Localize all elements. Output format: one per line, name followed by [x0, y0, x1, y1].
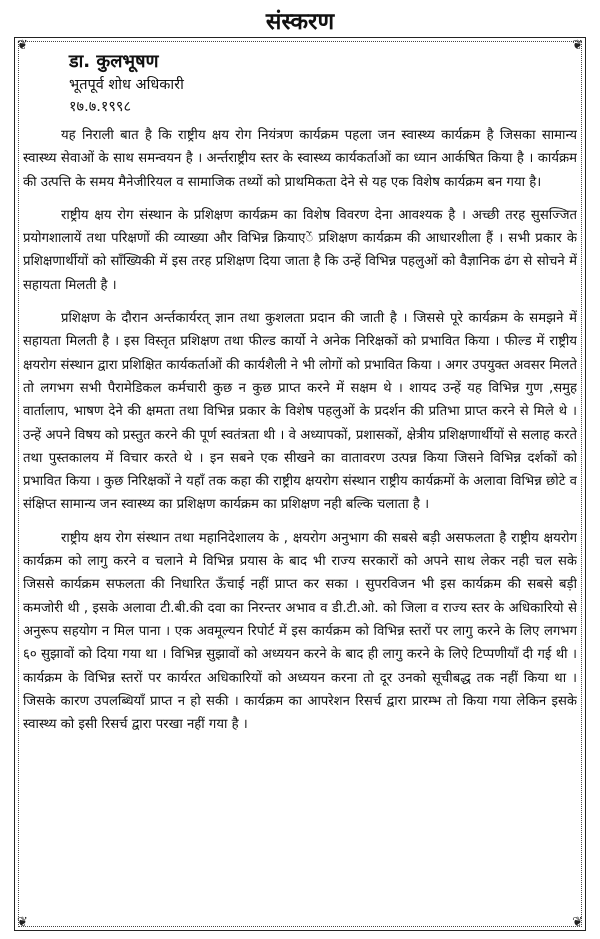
body-text: [23, 124, 577, 736]
author-designation: भूतपूर्व शोध अधिकारी: [69, 77, 184, 93]
paragraph-3: प्रशिक्षण के दौरान अर्न्तकार्यरत् ज्ञान तथा कुशलता प्रदान की जाती है । जिससे पूरे कार्यक्रम के समझने में सहायता मिलती है । इस विस्तृत प्रशिक्षण तथा फील्ड कार्यो ने अनेक निरिक्षकों को प्रभावित किया । फील्ड में राष्ट्रीय क्षयरोग संस्थान द्वारा प्रशिक्षित कार्यकर्ताओं की कार्यशैली ने भी लोगों को प्रभावित किया । अगर उपयुक्त अवसर मिलते तो लगभग सभी पैरामेडिकल कर्मचारी कुछ न कुछ प्राप्त करने में सक्षम थे । शायद उन्हें यह विभिन्न गुण ,समुह वार्तालाप, भाषण देने की क्षमता तथा विभिन्न प्रकार के विशेष पहलुओं के प्रदर्शन की प्रतिभा प्राप्त करने से मिले थे । उन्हें अपने विषय को प्रस्तुत करने की पूर्ण स्वतंत्रता थी । वे अध्यापकों, प्रशासकों, क्षेत्रीय प्रशिक्षणार्थीयों से सलाह करते तथा पुस्तकालय में विचार करते थे । इन सबने एक सीखने का वातावरण उत्पन्न किया जिसने विभिन्न दर्शकों को प्रभावित किया । कुछ निरिक्षकों ने यहाँ तक कहा की राष्ट्रीय क्षयरोग संस्थान राष्ट्रीय कार्यक्रमों के अलावा विभिन्न छोटे व संक्षिप्त सामान्य जन स्वास्थ्य का प्रशिक्षण कार्यक्रम का प्रशिक्षण नही बल्कि चलाता है ।: [23, 311, 577, 513]
document-content: [23, 50, 577, 922]
page-border-frame: [14, 37, 586, 931]
corner-fleuron-icon: ❦: [572, 915, 583, 930]
page-title: संस्करण: [265, 8, 335, 35]
paragraph-4: राष्ट्रीय क्षय रोग संस्थान तथा महानिदेशालय के , क्षयरोग अनुभाग की सबसे बड़ी असफलता है राष्ट्रीय क्षयरोग कार्यक्रम को लागु करने व चलाने मे विभिन्न प्रयास के बाद भी राज्य सरकारों को अपने साथ लेकर नही चल सके जिससे कार्यक्रम सफलता की निधारित ऊँचाई नहीं प्राप्त कर सका । सुपरविजन भी इस कार्यक्रम की सबसे बड़ी कमजोरी थी , इसके अलावा टी.बी.की दवा का निरन्तर अभाव व डी.टी.ओ. को जिला व राज्य स्तर के अधिकारियो से अनुरूप सहयोग न मिल पाना । एक अवमूल्यन रिपोर्ट में इस कार्यक्रम को विभिन्न स्तरों पर लागु करने के लिए लगभग ६० सुझावों को दिया गया था । विभिन्न सुझावों को अध्ययन करने के बाद ही लागु करने के लिऐ टिप्पणीयाँ दी गई थी । कार्यक्रम के विभिन्न स्तरों पर कार्यरत अधिकारियों को अध्ययन करना तो दूर उनको सूचीबद्ध तक नहीं किया था । जिसके कारण उपलब्धियाँ प्राप्त न हो सकी । कार्यक्रम का आपरेशन रिसर्च द्वारा प्रारम्भ तो किया गया लेकिन इसके स्वास्थ्य को इसी रिसर्च द्वारा परखा नहीं गया है ।: [23, 530, 577, 733]
author-date: १७.७.१९९८: [69, 99, 131, 115]
corner-fleuron-icon: ❦: [17, 38, 28, 53]
paragraph-1: यह निराली बात है कि राष्ट्रीय क्षय रोग नियंत्रण कार्यक्रम पहला जन स्वास्थ्य कार्यक्रम है जिसका सामान्य स्वास्थ्य सेवाओं के साथ समन्वयन है । अर्न्तराष्ट्रीय स्तर के स्वास्थ्य कार्यकर्ताओं का ध्यान आर्कषित किया है । कार्यक्रम की उत्पत्ति के समय मैनेजीरियल व सामाजिक तथ्यों को प्राथमिकता देने से यह एक विशेष कार्यक्रम बन गया है।: [23, 128, 577, 190]
paragraph-2: राष्ट्रीय क्षय रोग संस्थान के प्रशिक्षण कार्यक्रम का विशेष विवरण देना आवश्यक है । अच्छी तरह सुसज्जित प्रयोगशालायें तथा परिक्षणों की व्याख्या और विभिन्न क्रियाएें प्रशिक्षण कार्यक्रम की आधारशीला हैं । सभी प्रकार के प्रशिक्षणार्थीयों को साँख्यिकी में इस तरह प्रशिक्षण दिया जाता है कि उन्हें विभिन्न पहलुओं को वैज्ञानिक ढंग से सोचने में सहायता मिलती है ।: [23, 207, 577, 293]
corner-fleuron-icon: ❦: [17, 915, 28, 930]
corner-fleuron-icon: ❦: [572, 38, 583, 53]
author-block: [69, 50, 577, 118]
author-name: डा. कुलभूषण: [69, 51, 159, 72]
